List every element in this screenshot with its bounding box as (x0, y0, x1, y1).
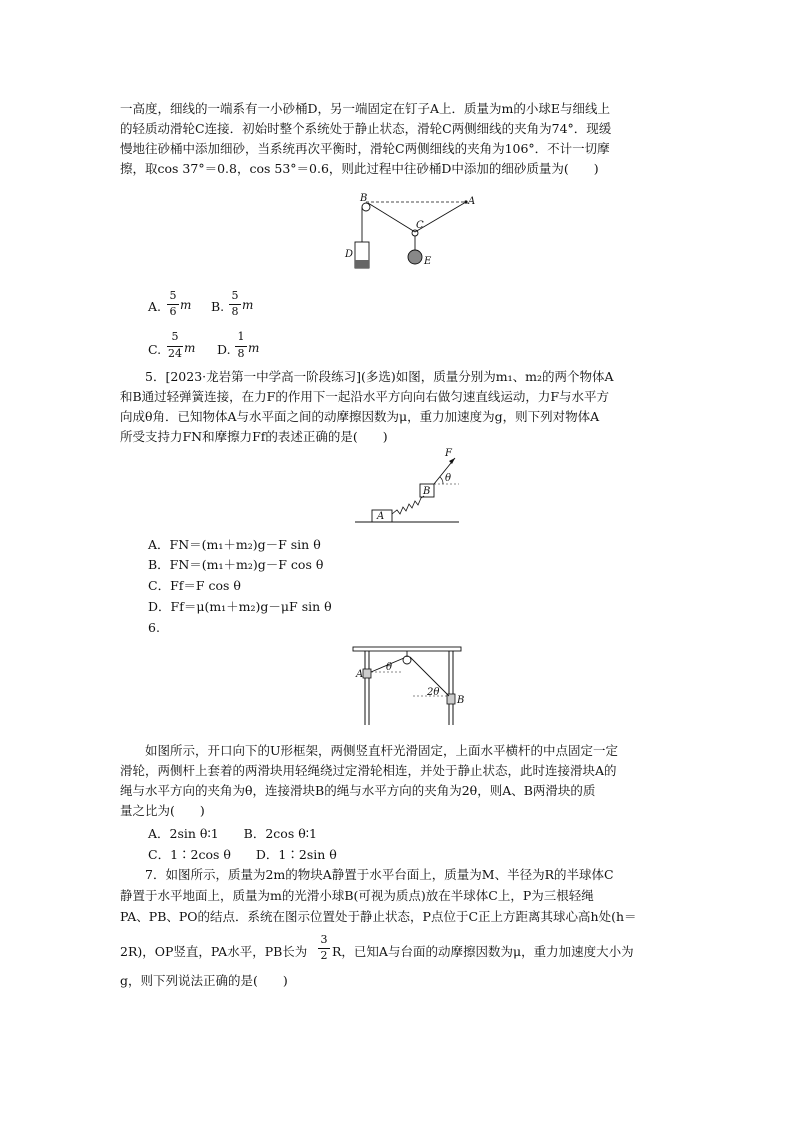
q6-label-two-theta: 2θ (427, 687, 440, 698)
q4-label-a: A (468, 196, 476, 207)
q7-line-2: 静置于水平地面上，质量为m的光滑小球B(可视为质点)放在半球体C上，P为三根轻绳 (120, 888, 594, 903)
q6-line-2: 滑轮，两侧杆上套着的两滑块用轻绳绕过定滑轮相连，并处于静止状态，此时连接滑块A的 (120, 763, 617, 778)
q4-option-c-letter[interactable]: C. (148, 342, 162, 357)
q5-option-c[interactable]: C．Ff＝F cos θ (148, 578, 241, 593)
q4-label-d: D (345, 249, 354, 260)
q7-frac-den: 2 (320, 949, 328, 962)
q6-line-3: 绳与水平方向的夹角为θ，连接滑块B的绳与水平方向的夹角为2θ，则A、B两滑块的质 (120, 783, 596, 798)
q4-option-d-num: 1 (237, 330, 245, 343)
q4-option-a-var: m (180, 298, 192, 312)
q6-u-frame-figure (353, 645, 463, 725)
q5-option-b[interactable]: B．FN＝(m₁＋m₂)g－F cos θ (148, 557, 324, 572)
q7-line-4b: R，已知A与台面的动摩擦因数为μ，重力加速度大小为 (332, 944, 634, 959)
q4-option-b-var: m (242, 298, 254, 312)
q6-label-b: B (457, 695, 465, 706)
q4-line-3: 慢地往砂桶中添加细砂，当系统再次平衡时，滑轮C两侧细线的夹角为106°．不计一切摩 (120, 141, 610, 156)
q4-option-c-den: 24 (168, 347, 182, 360)
q5-label-b: B (423, 486, 431, 497)
q7-line-3: PA、PB、PO的结点．系统在图示位置处于静止状态，P点位于C正上方距离其球心高h处(h＝ (120, 909, 637, 924)
q4-line-4: 擦，取cos 37°＝0.8，cos 53°＝0.6，则此过程中往砂桶D中添加的细砂质量为( ) (120, 161, 599, 176)
q5-option-d[interactable]: D．Ff＝μ(m₁＋m₂)g－μF sin θ (148, 599, 332, 614)
q5-line-4: 所受支持力FN和摩擦力Ff的表述正确的是( ) (120, 429, 388, 444)
q4-option-c-num: 5 (171, 330, 179, 343)
q4-label-c: C (416, 220, 424, 231)
q4-label-b: B (360, 193, 368, 204)
q6-label-a: A (356, 669, 364, 680)
q5-option-a[interactable]: A．FN＝(m₁＋m₂)g－F sin θ (148, 537, 321, 552)
q4-option-a-num: 5 (169, 289, 177, 302)
q4-option-b-num: 5 (231, 289, 239, 302)
q4-option-a-letter[interactable]: A. (148, 299, 162, 314)
q4-line-2: 的轻质动滑轮C连接．初始时整个系统处于静止状态，滑轮C两侧细线的夹角为74°．现缓 (120, 121, 612, 136)
q6-label-theta: θ (386, 662, 393, 673)
q7-line-4a: 2R)，OP竖直，PA水平，PB长为 (120, 944, 308, 959)
q6-number: 6. (148, 620, 160, 635)
q4-option-c-var: m (184, 341, 196, 355)
q5-label-theta: θ (445, 473, 452, 484)
q4-option-d-letter[interactable]: D. (217, 342, 231, 357)
q5-line-3: 向成θ角．已知物体A与水平面之间的动摩擦因数为μ，重力加速度为g，则下列对物体A (120, 409, 600, 424)
q4-option-b-letter[interactable]: B. (211, 299, 225, 314)
q4-option-d-var: m (248, 341, 260, 355)
q4-option-a-den: 6 (169, 305, 177, 318)
q4-pulley-figure (340, 190, 490, 275)
q4-line-1: 一高度，细线的一端系有一小砂桶D，另一端固定在钉子A上．质量为m的小球E与细线上 (120, 101, 611, 116)
q5-line-2: 和B通过轻弹簧连接，在力F的作用下一起沿水平方向向右做匀速直线运动，力F与水平方 (120, 389, 610, 404)
q7-line-1: 7．如图所示，质量为2m的物块A静置于水平台面上，质量为M、半径为R的半球体C (145, 867, 614, 882)
q7-line-5: g，则下列说法正确的是( ) (120, 973, 288, 988)
q5-label-a: A (377, 511, 385, 522)
q4-label-e: E (424, 256, 432, 267)
q6-line-1: 如图所示，开口向下的U形框架，两侧竖直杆光滑固定，上面水平横杆的中点固定一定 (145, 743, 619, 758)
q6-options-row-1[interactable]: A．2sin θ∶1 B．2cos θ∶1 (148, 826, 317, 841)
q4-option-b-den: 8 (231, 305, 239, 318)
q5-line-1: 5．[2023·龙岩第一中学高一阶段练习](多选)如图，质量分别为m₁、m₂的两个物体A (145, 369, 614, 384)
q6-line-4: 量之比为( ) (120, 803, 205, 818)
q6-options-row-2[interactable]: C．1∶2cos θ D．1∶2sin θ (148, 847, 337, 862)
q4-option-d-den: 8 (237, 347, 245, 360)
q7-frac-num: 3 (320, 933, 328, 946)
q5-spring-figure (355, 448, 465, 527)
q5-label-f: F (445, 448, 452, 459)
